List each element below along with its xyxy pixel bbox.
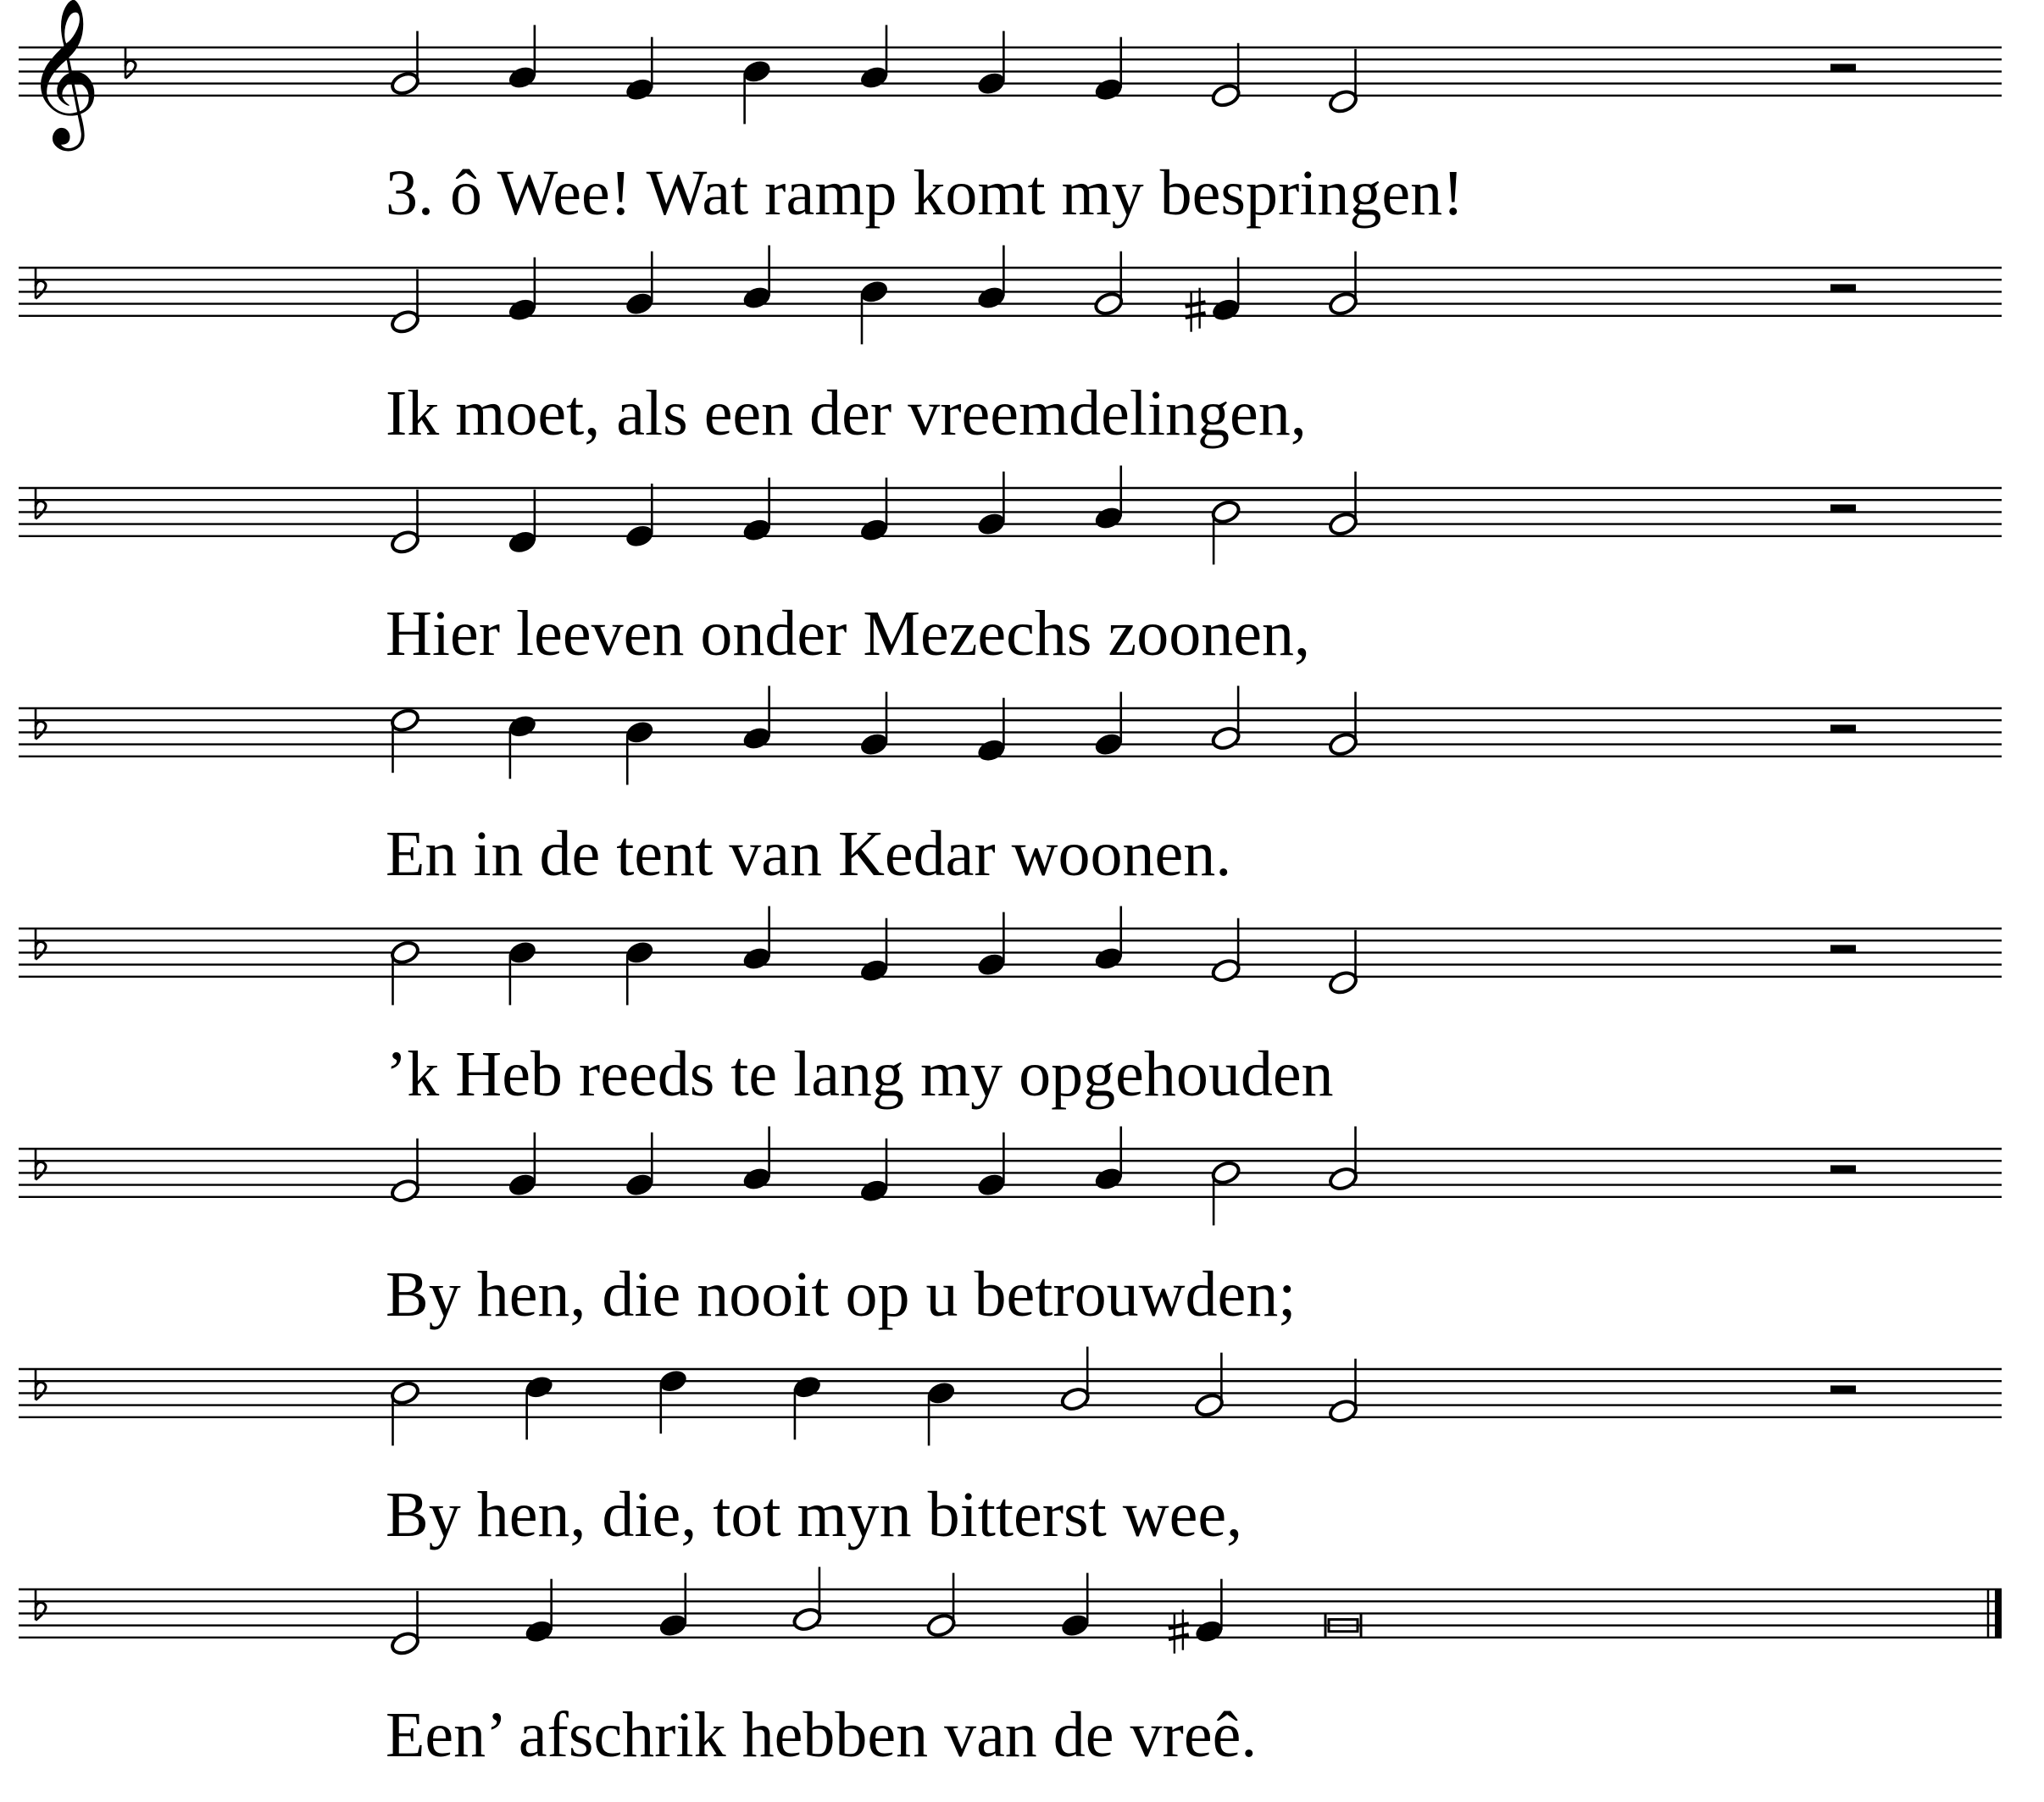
notehead (1093, 76, 1125, 103)
flat-key-signature-icon (36, 708, 46, 739)
flat-key-signature-icon (125, 47, 136, 78)
staff-system-1 (19, 0, 2002, 152)
flat-key-signature-icon (36, 929, 46, 959)
notehead (742, 285, 773, 311)
notehead (507, 713, 538, 740)
note-b4-quarter (925, 1380, 957, 1446)
notehead (390, 308, 421, 335)
note-a4-half (791, 1567, 823, 1633)
staff-system-6 (19, 1127, 2002, 1226)
treble-clef-icon: 𝄞 (25, 0, 101, 145)
half-rest-icon (1830, 64, 1856, 71)
sharp-icon (1169, 1610, 1189, 1654)
notehead (1210, 957, 1241, 984)
note-a4-quarter (742, 246, 773, 312)
notehead (524, 1374, 555, 1400)
note-g4-half (1194, 1353, 1225, 1419)
notehead (858, 1178, 890, 1204)
note-g4-quarter (976, 912, 1008, 979)
notehead (624, 940, 655, 966)
notehead (390, 1178, 421, 1204)
note-b4-half (1210, 499, 1241, 565)
notehead (1210, 82, 1241, 108)
notehead (507, 64, 538, 91)
sharp-icon (1186, 288, 1206, 332)
notehead (1210, 499, 1241, 525)
note-g4-quarter (624, 252, 655, 318)
note-b4-half (390, 1380, 421, 1446)
notehead (742, 58, 773, 85)
notehead (1194, 1618, 1225, 1644)
notehead (1194, 1392, 1225, 1418)
staff-system-4 (19, 686, 2002, 785)
note-g4-quarter (976, 472, 1008, 538)
flat-key-signature-icon (36, 268, 46, 298)
notehead (507, 1172, 538, 1198)
staff-system-3 (19, 466, 2002, 565)
note-b4-quarter (858, 279, 890, 345)
notehead (858, 731, 890, 757)
notehead (658, 1368, 689, 1394)
note-e4-quarter (624, 484, 655, 550)
notehead (390, 70, 421, 97)
lyric-line-5: ’k Heb reeds te lang my opgehouden (386, 1039, 1334, 1110)
notehead (1059, 1386, 1091, 1412)
lyric-line-8: Een’ afschrik hebben van de vreê. (386, 1699, 1258, 1771)
notehead (507, 940, 538, 966)
note-a4-half (1059, 1347, 1091, 1413)
note-g4-quarter (507, 1133, 538, 1199)
notehead (524, 1618, 555, 1644)
lyric-line-3: Hier leeven onder Mezechs zoonen, (386, 598, 1310, 669)
notehead (1328, 88, 1359, 114)
notehead (976, 737, 1008, 763)
note-g4-half (1093, 252, 1125, 318)
note-a4-quarter (1093, 466, 1125, 532)
notehead (1093, 291, 1125, 317)
lyric-line-1: 3. ô Wee! Wat ramp komt my bespringen! (386, 158, 1464, 229)
note-g4-half (390, 31, 421, 97)
flat-key-signature-icon (36, 1589, 46, 1620)
notehead (976, 70, 1008, 97)
notehead (791, 1374, 823, 1400)
note-c5-quarter (507, 713, 538, 779)
note-a4-quarter (742, 686, 773, 752)
half-rest-icon (1830, 1165, 1856, 1173)
note-b4-quarter (742, 58, 773, 125)
note-g4-quarter (976, 31, 1008, 97)
flat-key-signature-icon (36, 1369, 46, 1400)
note-a4-quarter (976, 246, 1008, 312)
notehead (976, 951, 1008, 978)
note-a4-half (1210, 686, 1241, 752)
note-b4-quarter (624, 719, 655, 785)
note-b4-quarter (507, 940, 538, 1006)
note-a4-half (1328, 1127, 1359, 1193)
notehead (1328, 731, 1359, 757)
flat-key-signature-icon (36, 1149, 46, 1179)
notehead (1210, 1160, 1241, 1186)
notehead (624, 1172, 655, 1198)
note-a4-quarter (742, 1127, 773, 1193)
note-g4-quarter (658, 1573, 689, 1639)
notehead (390, 940, 421, 966)
note-g4-quarter (1059, 1573, 1091, 1639)
notehead (390, 529, 421, 555)
staff-system-7 (19, 1347, 2002, 1446)
note-a4-quarter (507, 25, 538, 91)
note-b4-quarter (624, 940, 655, 1006)
lyric-line-2: Ik moet, als een der vreemdelingen, (386, 378, 1307, 449)
notehead (1093, 945, 1125, 972)
note-b4-half (390, 940, 421, 1006)
notehead (1059, 1612, 1091, 1638)
note-g4-half (1328, 692, 1359, 758)
double-barline-thick (1995, 1589, 2002, 1638)
staff-system-2 (19, 246, 2002, 345)
lyric-line-6: By hen, die nooit op u betrouwden; (386, 1259, 1297, 1330)
notehead (742, 725, 773, 751)
note-g4-half (925, 1573, 957, 1639)
notehead (976, 1172, 1008, 1198)
notehead (858, 279, 890, 305)
notehead (1093, 505, 1125, 531)
staff-system-5 (19, 907, 2002, 1006)
note-a4-quarter (742, 907, 773, 973)
staff-system-8 (19, 1567, 2002, 1657)
notehead (791, 1606, 823, 1633)
note-b4-half (1210, 1160, 1241, 1226)
note-g4-quarter (624, 1133, 655, 1199)
notehead (742, 517, 773, 543)
notehead (925, 1612, 957, 1638)
notehead (976, 285, 1008, 311)
note-c5-quarter (791, 1374, 823, 1440)
notehead (658, 1612, 689, 1638)
note-a4-quarter (858, 25, 890, 91)
notehead (742, 945, 773, 972)
note-d5-quarter (658, 1368, 689, 1434)
notehead (390, 1630, 421, 1656)
lyric-line-7: By hen, die, tot myn bitterst wee, (386, 1479, 1243, 1550)
half-rest-icon (1830, 724, 1856, 732)
notehead (624, 76, 655, 103)
notehead (390, 1380, 421, 1406)
notehead (390, 707, 421, 734)
notehead (742, 1166, 773, 1192)
notehead (1328, 1398, 1359, 1424)
notehead (925, 1380, 957, 1406)
notehead (976, 511, 1008, 537)
note-c5-quarter (524, 1374, 555, 1440)
note-g4-half (1328, 472, 1359, 538)
note-d5-half (390, 707, 421, 773)
note-g4-quarter (858, 692, 890, 758)
note-g4-half (1328, 252, 1359, 318)
half-rest-icon (1830, 945, 1856, 952)
notehead (1093, 731, 1125, 757)
note-a4-quarter (1093, 907, 1125, 973)
notehead (858, 517, 890, 543)
notehead (1093, 1166, 1125, 1192)
lyric-line-4: En in de tent van Kedar woonen. (386, 818, 1232, 890)
notehead (1328, 291, 1359, 317)
note-e4-half (1210, 43, 1241, 109)
half-rest-icon (1830, 504, 1856, 512)
notehead (858, 64, 890, 91)
half-rest-icon (1830, 1385, 1856, 1393)
notehead (1328, 511, 1359, 537)
notehead (1210, 297, 1241, 323)
flat-key-signature-icon (36, 488, 46, 518)
notehead (1328, 969, 1359, 995)
notehead (858, 957, 890, 984)
notehead (507, 529, 538, 555)
notehead (624, 719, 655, 746)
notehead (624, 291, 655, 317)
note-g4-quarter (976, 1133, 1008, 1199)
note-a4-quarter (1093, 1127, 1125, 1193)
notehead (624, 523, 655, 549)
notehead (1210, 725, 1241, 751)
notehead (1328, 1166, 1359, 1192)
half-rest-icon (1830, 284, 1856, 291)
note-g4-quarter (1093, 692, 1125, 758)
notehead (507, 297, 538, 323)
